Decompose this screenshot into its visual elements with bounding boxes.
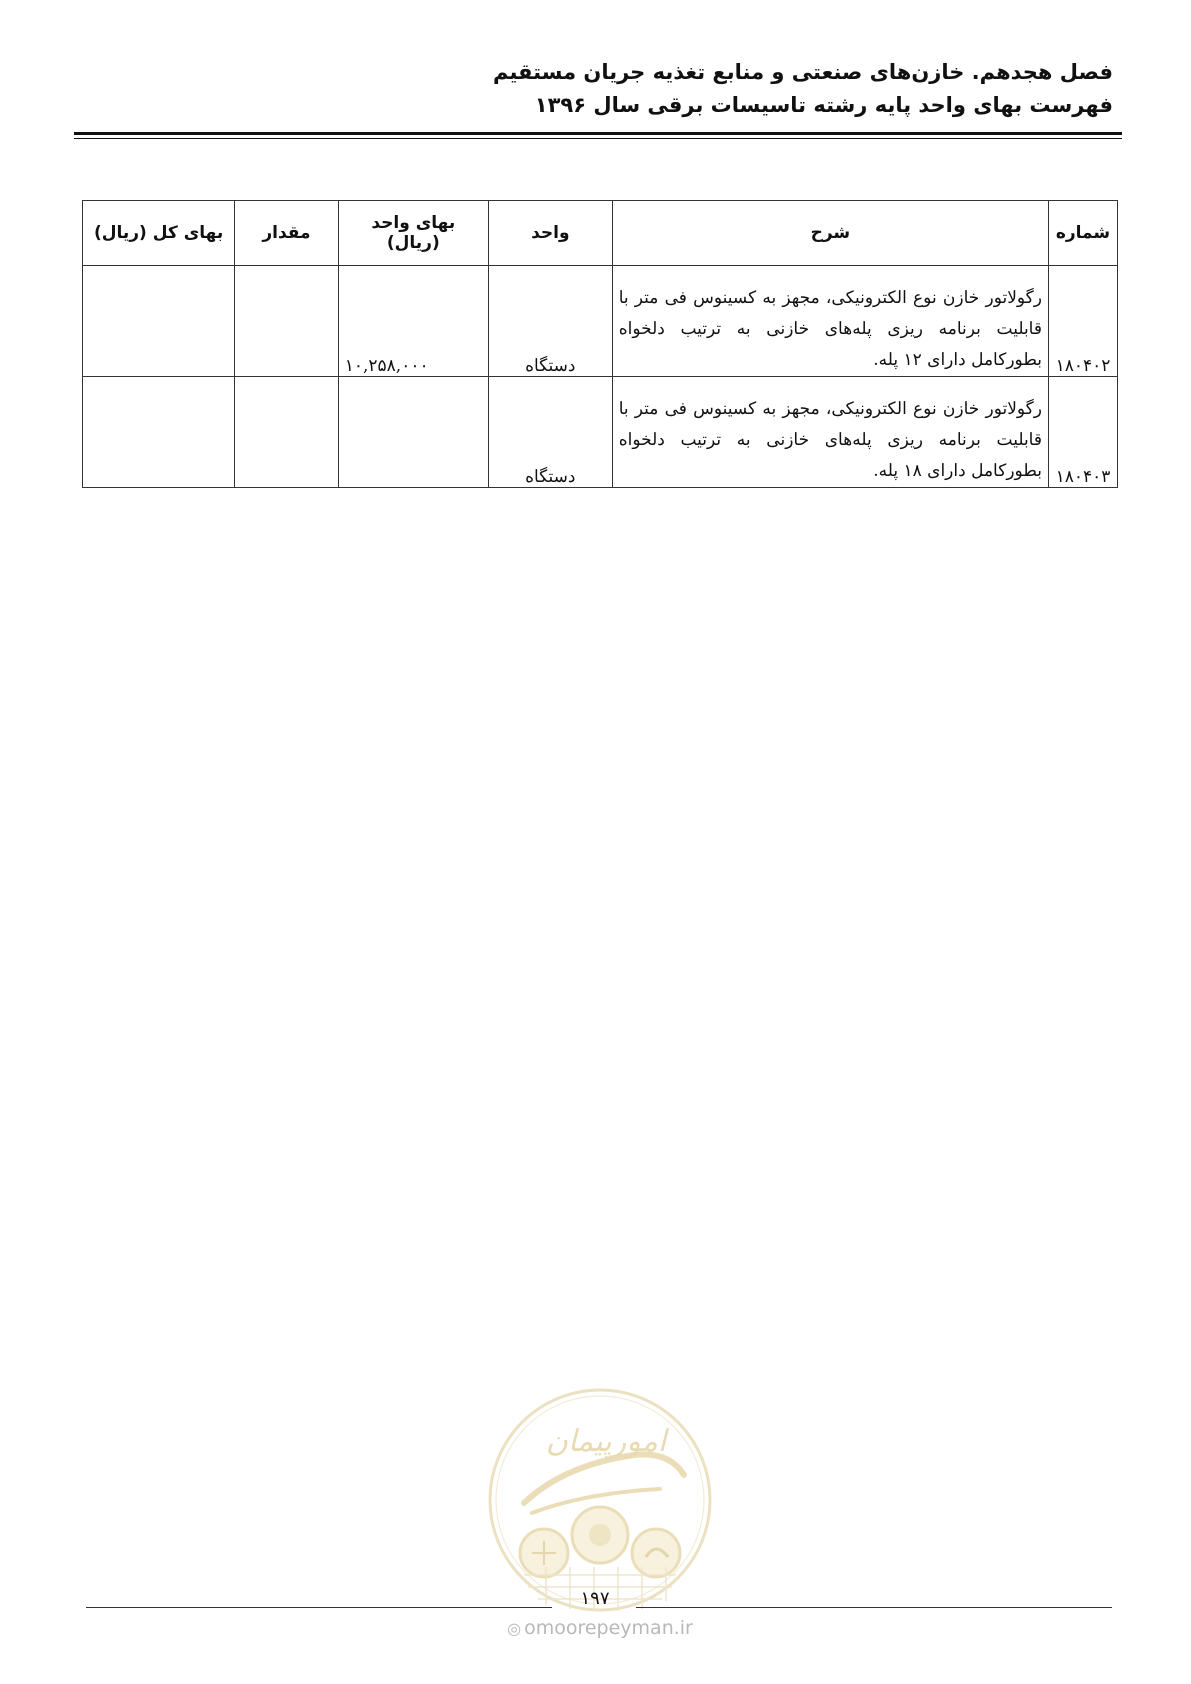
globe-icon: ◎ [507,1619,522,1638]
item-quantity [235,266,339,377]
column-header-total-price: بهای کل (ریال) [83,201,235,266]
table-row [83,266,1118,377]
column-header-quantity: مقدار [235,201,339,266]
column-header-number: شماره [1049,201,1118,266]
table-header-row [83,201,1118,266]
watermark-logo [484,1385,716,1615]
item-unit: دستگاه [488,266,612,377]
header-rule-thick [74,132,1122,135]
site-watermark [480,1617,720,1639]
item-description: رگولاتور خازن نوع الکترونیکی، مجهز به کسینوس فی متر با قابلیت برنامه ریزی پله‌های خازنی به ترتیب دلخواه بطورکامل دارای ۱۸ پله. [612,377,1048,488]
footer-rule-left [86,1607,552,1608]
item-quantity [235,377,339,488]
item-number: ۱۸۰۴۰۳ [1049,377,1118,488]
column-header-unit-price: بهای واحد (ریال) [338,201,488,266]
page-number: ۱۹۷ [580,1588,610,1609]
column-header-unit: واحد [488,201,612,266]
price-list-table [82,200,1118,488]
item-total-price [83,377,235,488]
book-title: فهرست بهای واحد پایه رشته تاسیسات برقی سال ۱۳۹۶ [534,93,1113,117]
table-row [83,377,1118,488]
footer-rule-right [636,1607,1112,1608]
item-unit-price: ۱۰,۲۵۸,۰۰۰ [338,266,488,377]
chapter-title: فصل هجدهم. خازن‌های صنعتی و منابع تغذیه جریان مستقیم [493,60,1113,84]
item-unit: دستگاه [488,377,612,488]
header-rule-thin [74,138,1122,139]
item-description: رگولاتور خازن نوع الکترونیکی، مجهز به کسینوس فی متر با قابلیت برنامه ریزی پله‌های خازنی به ترتیب دلخواه بطورکامل دارای ۱۲ پله. [612,266,1048,377]
column-header-description: شرح [612,201,1048,266]
page-header [73,56,1113,122]
item-total-price [83,266,235,377]
watermark-text: امورپیمان [545,1424,667,1459]
item-number: ۱۸۰۴۰۲ [1049,266,1118,377]
item-unit-price [338,377,488,488]
site-watermark-text: omoorepeyman.ir [524,1617,693,1639]
